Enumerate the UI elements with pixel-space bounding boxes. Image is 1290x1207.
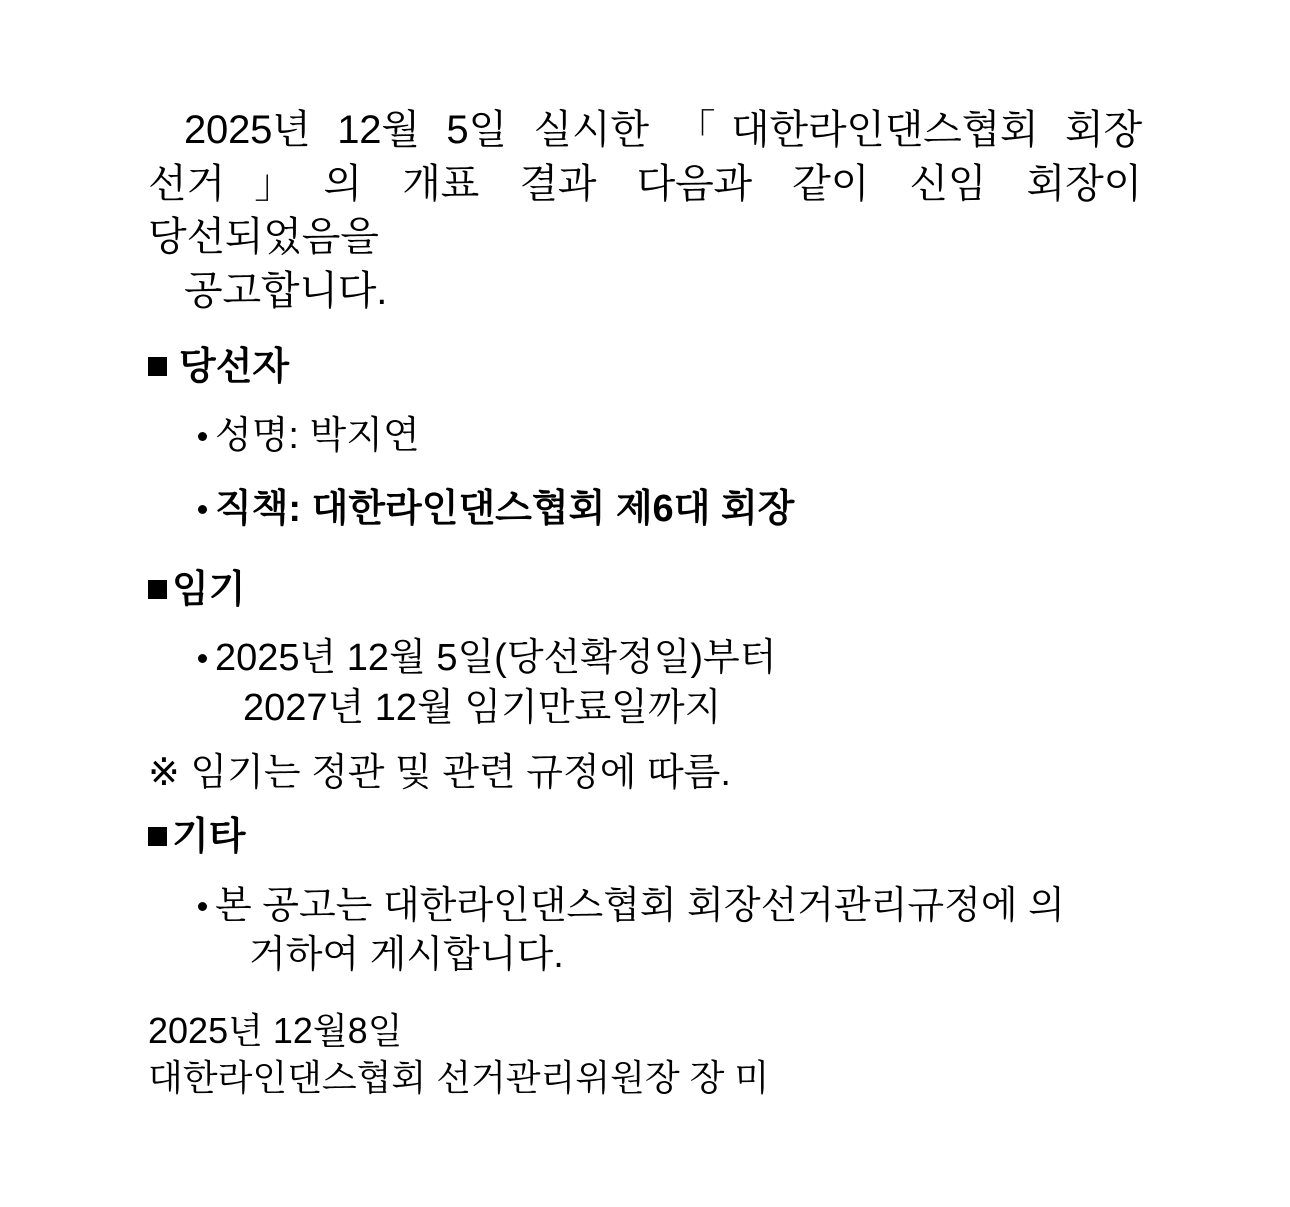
dot-bullet-icon <box>198 654 207 663</box>
section-heading-winner-label: 당선자 <box>179 346 290 389</box>
list-item <box>148 634 1142 733</box>
intro-paragraph <box>148 104 1142 318</box>
list-item-text <box>215 882 1065 981</box>
list-item <box>148 485 1142 534</box>
section-heading-other-label: 기타 <box>172 816 246 859</box>
square-bullet-icon <box>148 357 167 376</box>
intro-line-1: 2025년 12월 5일 실시한 「대한라인댄스협회 회장 선거」의 개표 결과 다음과 같이 신임 회장이 당선되었음을 <box>148 108 1142 260</box>
list-item-line-2: 거하여 게시합니다. <box>249 934 564 977</box>
signature-block <box>148 1007 1142 1102</box>
list-item-text: 성명: 박지연 <box>215 414 420 457</box>
section-heading-term <box>148 567 1142 615</box>
list-item-line-1: 2025년 12월 5일(당선확정일)부터 <box>215 637 777 680</box>
list-item-line-1: 본 공고는 대한라인댄스협회 회장선거관리규정에 의 <box>215 884 1065 927</box>
dot-bullet-icon <box>198 505 207 514</box>
list-item <box>148 412 1142 461</box>
section-heading-winner <box>148 344 1142 392</box>
list-item-text: 직책: 대한라인댄스협회 제6대 회장 <box>215 488 795 531</box>
signature-issuer: 대한라인댄스협회 선거관리위원장 장 미 <box>148 1057 770 1099</box>
section-heading-other <box>148 814 1142 862</box>
list-item-text <box>215 634 776 733</box>
section-heading-term-label: 임기 <box>172 568 246 611</box>
intro-line-2: 공고합니다. <box>184 268 388 313</box>
square-bullet-icon <box>148 827 167 846</box>
list-item <box>148 882 1142 981</box>
dot-bullet-icon <box>198 902 207 911</box>
square-bullet-icon <box>148 580 167 599</box>
signature-date: 2025년 12월8일 <box>148 1009 403 1051</box>
dot-bullet-icon <box>198 432 207 441</box>
term-note: ※ 임기는 정관 및 관련 규정에 따름. <box>148 751 731 794</box>
list-item-line-2: 2027년 12월 임기만료일까지 <box>243 686 722 729</box>
